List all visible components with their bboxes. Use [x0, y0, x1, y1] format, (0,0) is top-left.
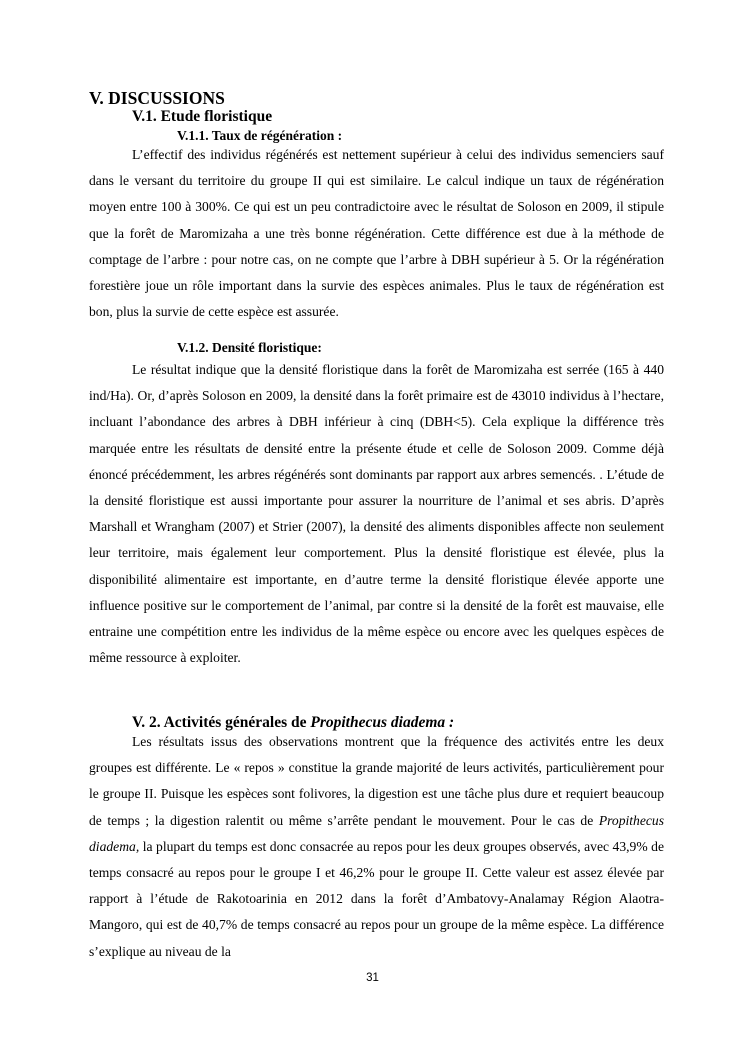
species-name-italic: Propithecus diadema :	[310, 714, 455, 731]
paragraph-activites-generales	[89, 729, 664, 965]
subsubsection-heading-taux-regeneration: V.1.1. Taux de régénération :	[177, 128, 343, 143]
species-name-italic: Propithecus diadema,	[89, 812, 664, 854]
heading-text: V. 2. Activités générales de	[132, 714, 311, 731]
subsection-heading-etude-floristique: V.1. Etude floristique	[132, 108, 273, 125]
paragraph-text-part1: Les résultats issus des observations montrent que la fréquence des activités entre les deux groupes est différente. Le « repos » constitue la grande majorité de leurs activités, particulièrement pour le groupe II. Puisque les espèces sont folivores, la digestion est une tâche plus dure et requiert beaucoup de temps ; la digestion ralentit ou même s’arrête pendant le mouvement. Pour le cas de	[89, 734, 664, 828]
paragraph-densite-floristique: Le résultat indique que la densité floristique dans la forêt de Maromizaha est serrée (165 à 440 ind/Ha). Or, d’après Soloson en 2009, la densité dans la forêt primaire est de 43010 individus à l’hectare, incluant l’abondance des arbres à DBH inférieur à cinq (DBH<5). Cela explique la différence très marquée entre les résultats de densité entre la présente étude et celle de Soloson 2009. Comme déjà énoncé précédemment, les arbres régénérés sont dominants par rapport aux arbres semencés. . L’étude de la densité floristique est aussi importante pour assurer la nourriture de l’animal et ses abris. D’après Marshall et Wrangham (2007) et Strier (2007), la densité des aliments disponibles affecte non seulement leur territoire, mais également leur comportement. Plus la densité floristique est élevée, plus la disponibilité alimentaire est importante, en d’autre terme la densité floristique élevée apporte une influence positive sur le comportement de l’animal, par contre si la densité de la forêt est mauvaise, elle entraine une compétition entre les individus de la même espèce ou encore avec les quelques espèces de même ressource à exploiter.	[89, 362, 664, 666]
section-heading-discussions: V. DISCUSSIONS	[89, 88, 225, 108]
subsubsection-heading-densite-floristique: V.1.2. Densité floristique:	[177, 340, 322, 355]
page-number: 31	[366, 972, 379, 984]
paragraph-taux-regeneration: L’effectif des individus régénérés est nettement supérieur à celui des individus semenciers sauf dans le versant du territoire du groupe II qui est similaire. Le calcul indique un taux de régénération moyen entre 100 à 300%. Ce qui est un peu contradictoire avec le résultat de Soloson en 2009, il stipule que la forêt de Maromizaha a une très bonne régénération. Cette différence est due à la méthode de comptage de l’arbre : pour notre cas, on ne compte que l’arbre à DBH supérieur à 5. Or la régénération forestière joue un rôle important dans la survie des espèces animales. Plus le taux de régénération est bon, plus la survie de cette espèce est assurée.	[89, 147, 664, 320]
paragraph-text-part2: la plupart du temps est donc consacrée au repos pour les deux groupes observés, avec 43,9% de temps consacré au repos pour le groupe I et 46,2% pour le groupe II. Cette valeur est assez élevée par rapport à l’étude de Rakotoarinia en 2012 dans la forêt d’Ambatovy-Analamay Région Alaotra- Mangoro, qui est de 40,7% de temps consacré au repos pour un groupe de la même espèce. La différence s’explique au niveau de la	[89, 838, 664, 959]
